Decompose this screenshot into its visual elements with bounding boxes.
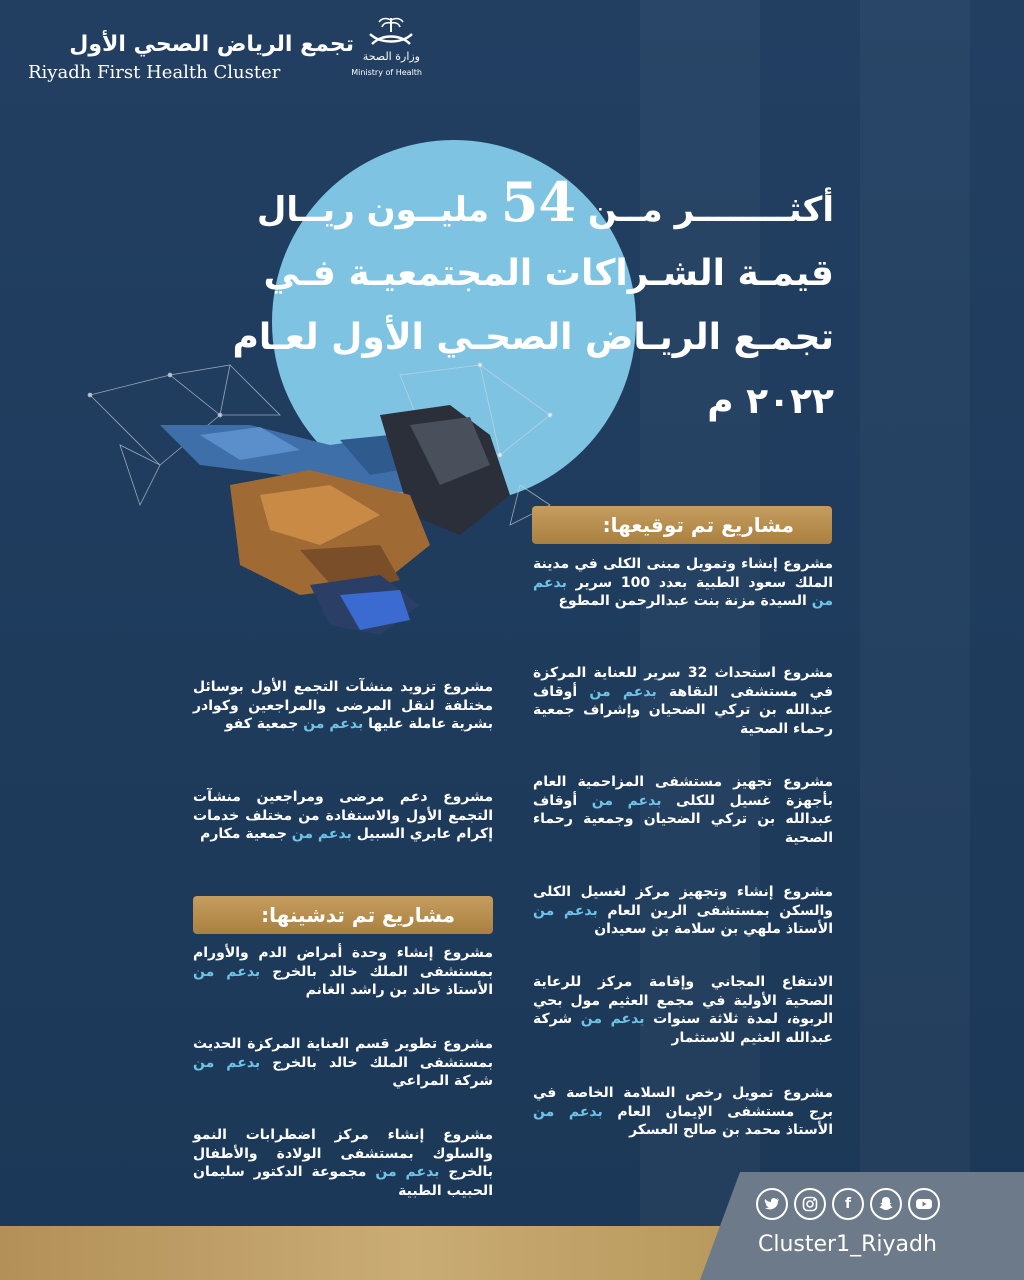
launched-project-item: مشروع إنشاء مركز اضطرابات النمو والسلوك بمستشفى الولادة والأطفال بالخرج بدعم من مجموعة الدكتور سليمان الحبيب الطبية [193,1127,494,1199]
launched-project-item: مشروع إنشاء وحدة أمراض الدم والأورام بمستشفى الملك خالد بالخرج بدعم من الأستاذ خالد بن راشد الغانم [193,945,494,998]
facebook-icon[interactable]: f [832,1188,864,1220]
headline-line-3: تجمـع الريـاض الصحـي الأول لعـام ٢٠٢٢ م [232,317,834,422]
signed-project-item: مشروع تجهيز مستشفى المزاحمية العام بأجهزة غسيل للكلى بدعم من أوقاف عبدالله بن تركي الضحيان وجمعية رحماء الصحية [533,774,833,846]
signed-project-item: مشروع دعم مرضى ومراجعين منشآت التجمع الأول والاستفادة من مختلف خدمات إكرام عابري السبيل بدعم من جمعية مكارم [193,789,493,842]
moh-logo [351,14,424,84]
signed-project-item: مشروع تمويل رخص السلامة الخاصة في برج مستشفى الإيمان العام بدعم من الأستاذ محمد بن صالح العسكر [533,1085,833,1138]
moh-name-arabic: وزارة الصحة [362,50,420,63]
header [24,14,424,84]
launched-projects-title: مشاريع تم تدشينها: [193,896,493,934]
headline-suffix: مليــون ريــال [256,190,489,230]
background-stripe [860,0,970,1280]
headline-line-1 [184,170,834,242]
moh-palm-swords-logo-icon [358,14,424,52]
brand-name-english: Riyadh First Health Cluster [28,62,281,83]
launched-project-item: مشروع تطوير قسم العناية المركزة الحديث بمستشفى الملك خالد بالخرج بدعم من شركة المراعي [193,1036,494,1089]
signed-project-item: مشروع إنشاء وتجهيز مركز لغسيل الكلى والسكن بمستشفى الرين العام بدعم من الأستاذ ملهي بن سلامة بن سعيدان [533,884,833,937]
signed-projects-title: مشاريع تم توقيعها: [532,506,832,544]
headline-prefix: أكثــــــــر مــن [587,190,834,230]
signed-project-item: مشروع إنشاء وتمويل مبنى الكلى في مدينة الملك سعود الطبية بعدد 100 سرير بدعم من السيدة مزنة بنت عبدالرحمن المطوع [533,556,833,609]
snapchat-icon[interactable] [870,1188,902,1220]
headline-line-2: قيمـة الشـراكات المجتمعيـة فـي [263,253,834,294]
headline-amount: 54 [500,170,576,234]
signed-project-item: الانتفاع المجاني وإقامة مركز للرعاية الصحية الأولية في مجمع العثيم مول بحي الربوة، لمدة ثلاثة سنوات بدعم من شركة عبدالله العثيم للاستثمار [533,974,834,1046]
social-handle[interactable]: Cluster1_Riyadh [758,1232,937,1257]
youtube-icon[interactable] [908,1188,940,1220]
twitter-icon[interactable] [756,1188,788,1220]
brand-name-arabic: تجمع الرياض الصحي الأول [69,32,354,57]
signed-project-item: مشروع استحداث 32 سرير للعناية المركزة في مستشفى النقاهة بدعم من أوقاف عبدالله بن تركي الضحيان وإشراف جمعية رحماء الصحية [533,665,834,737]
instagram-icon[interactable] [794,1188,826,1220]
signed-project-item: مشروع تزويد منشآت التجمع الأول بوسائل مختلفة لنقل المرضى والمراجعين وكوادر بشرية عاملة عليها بدعم من جمعية كفو [193,679,493,732]
moh-name-english: Ministry of Health [351,68,422,77]
headline [184,170,834,434]
social-icons [756,1188,946,1222]
